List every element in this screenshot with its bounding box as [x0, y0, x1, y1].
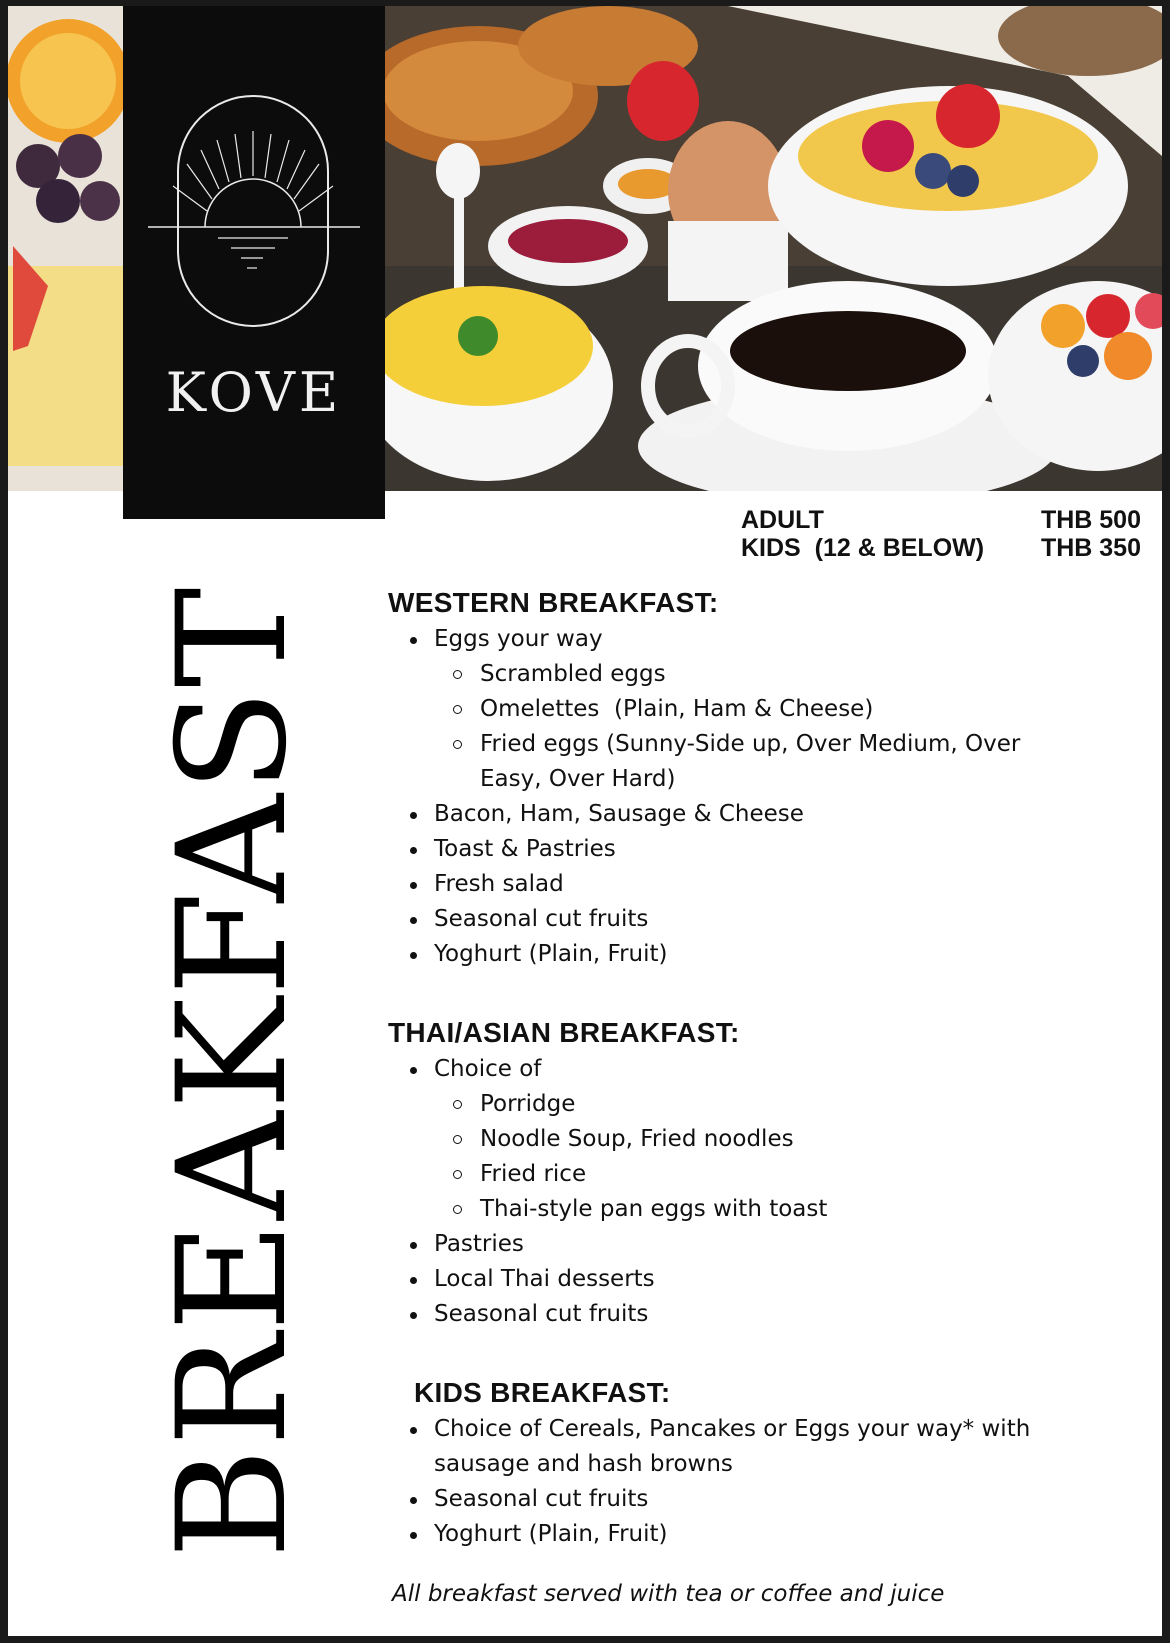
- sub-list-item: Fried rice: [434, 1157, 1128, 1192]
- list-item: Yoghurt (Plain, Fruit): [388, 1517, 1128, 1552]
- sub-list-item: Thai-style pan eggs with toast: [434, 1192, 1128, 1227]
- section-thai: [388, 1016, 1128, 1332]
- section-title: THAI/ASIAN BREAKFAST:: [388, 1017, 740, 1048]
- section-title: WESTERN BREAKFAST:: [388, 587, 719, 618]
- sunrise-logo-icon: [123, 6, 385, 519]
- item-text: Eggs your way: [434, 626, 603, 652]
- item-list: [388, 1052, 1128, 1332]
- list-item: Bacon, Ham, Sausage & Cheese: [388, 797, 1128, 832]
- list-item: Choice of Cereals, Pancakes or Eggs your way* with sausage and hash browns: [388, 1412, 1054, 1482]
- sub-list-item: Porridge: [434, 1087, 1128, 1122]
- price-label: KIDS (12 & BELOW): [741, 534, 985, 562]
- sub-item-list: [434, 1087, 1128, 1227]
- list-item: [388, 622, 1128, 797]
- logo-panel: [123, 6, 385, 519]
- list-item: Seasonal cut fruits: [388, 1482, 1128, 1517]
- list-item: Seasonal cut fruits: [388, 902, 1128, 937]
- item-list: [388, 1412, 1128, 1552]
- item-list: [388, 622, 1128, 972]
- price-amount: THB 350: [1040, 534, 1141, 562]
- sub-list-item: Fried eggs (Sunny-Side up, Over Medium, Over Easy, Over Hard): [434, 727, 1040, 797]
- page-title-vertical: [146, 548, 320, 1596]
- list-item: Local Thai desserts: [388, 1262, 1128, 1297]
- section-title: KIDS BREAKFAST:: [414, 1377, 671, 1408]
- price-row-adult: [741, 506, 1141, 534]
- sub-item-list: [434, 657, 1128, 797]
- page-title: BREAKFAST: [146, 585, 320, 1559]
- section-kids: [388, 1376, 1128, 1552]
- price-table: [741, 506, 1141, 562]
- sub-list-item: Omelettes (Plain, Ham & Cheese): [434, 692, 1128, 727]
- list-item: Seasonal cut fruits: [388, 1297, 1128, 1332]
- list-item: Fresh salad: [388, 867, 1128, 902]
- list-item: [388, 1052, 1128, 1227]
- menu-content: [388, 586, 1128, 1596]
- list-item: Toast & Pastries: [388, 832, 1128, 867]
- section-western: [388, 586, 1128, 972]
- list-item: Yoghurt (Plain, Fruit): [388, 937, 1128, 972]
- item-text: Choice of: [434, 1056, 542, 1082]
- sub-list-item: Noodle Soup, Fried noodles: [434, 1122, 1128, 1157]
- price-row-kids: [741, 534, 1141, 562]
- price-amount: THB 500: [1040, 506, 1141, 534]
- menu-page: [8, 6, 1162, 1636]
- list-item: Pastries: [388, 1227, 1128, 1262]
- footnote: All breakfast served with tea or coffee and juice: [392, 1581, 945, 1607]
- sub-list-item: Scrambled eggs: [434, 657, 1128, 692]
- price-label: ADULT: [741, 506, 824, 534]
- brand-name: KOVE: [165, 361, 343, 424]
